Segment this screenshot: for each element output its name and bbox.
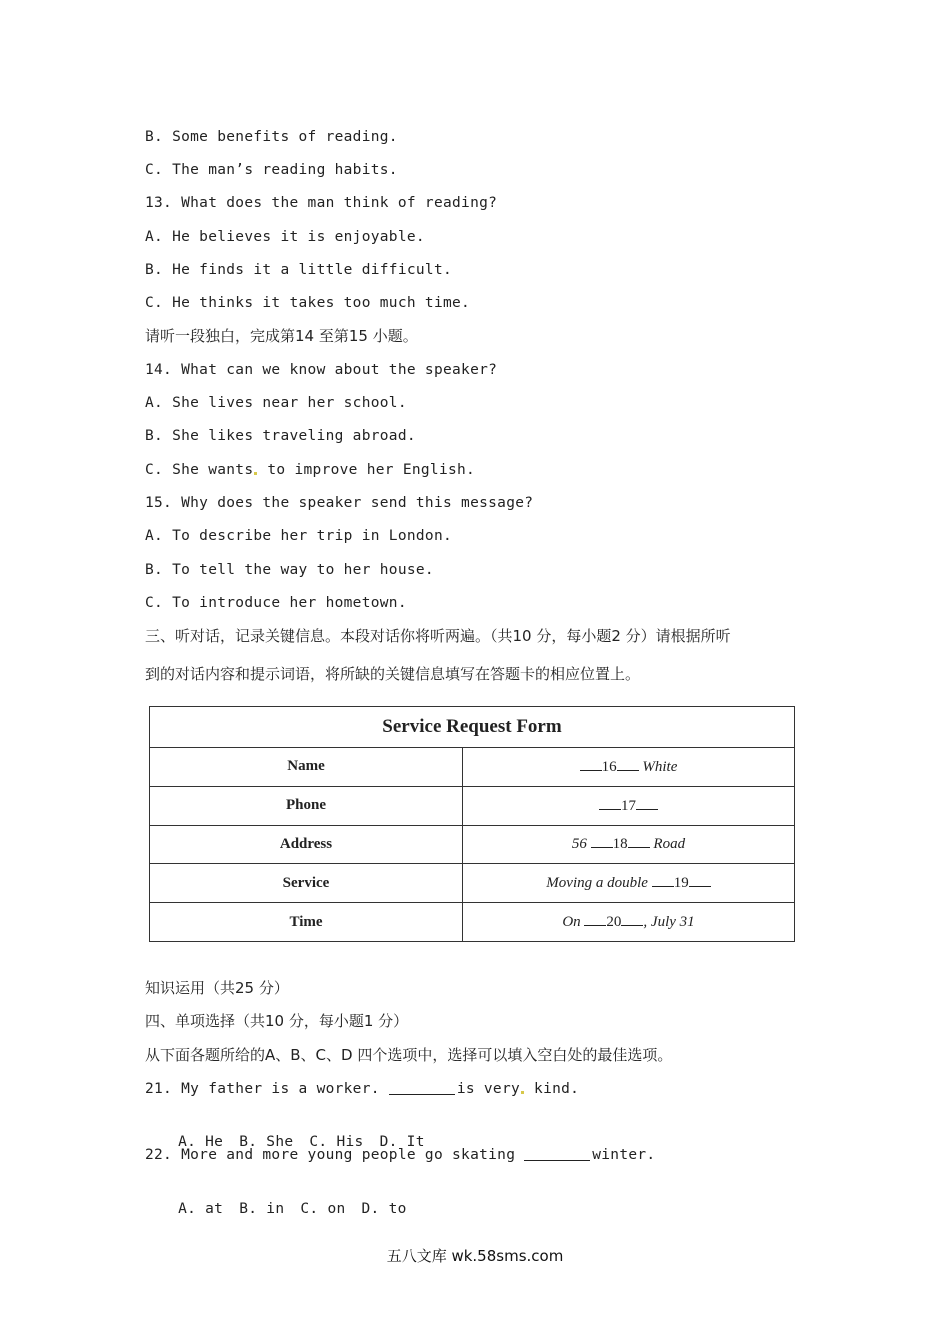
- option-14b: B. She likes traveling abroad.: [145, 428, 416, 444]
- form-value-name: [463, 748, 795, 787]
- section3-instruction-line2: 到的对话内容和提示词语，将所缺的关键信息填写在答题卡的相应位置上。: [145, 665, 641, 683]
- blank-16: 16: [601, 758, 617, 775]
- option-13a: A. He believes it is enjoyable.: [145, 229, 425, 245]
- form-value-time-pre: On: [562, 914, 581, 931]
- option-21c: C. His: [309, 1134, 364, 1150]
- form-label-service: Service: [150, 864, 463, 903]
- option-13b: B. He finds it a little difficult.: [145, 262, 453, 278]
- section4-heading: 四、单项选择（共10 分，每小题1 分）: [145, 1012, 409, 1030]
- service-request-form: [149, 706, 795, 942]
- question-15: 15. Why does the speaker send this message?: [145, 495, 534, 511]
- form-value-address: [463, 825, 795, 864]
- answer-blank-22: [524, 1146, 590, 1161]
- question-22-text-a: 22. More and more young people go skating: [145, 1147, 525, 1163]
- form-label-name: Name: [150, 748, 463, 787]
- form-label-phone: Phone: [150, 786, 463, 825]
- form-label-address: Address: [150, 825, 463, 864]
- blank-20: 20: [606, 914, 622, 931]
- option-14c-text-b: to improve her English.: [258, 462, 476, 478]
- option-21a: A. He: [178, 1134, 224, 1150]
- form-value-phone: [463, 786, 795, 825]
- section3-instruction-line1: 三、听对话，记录关键信息。本段对话你将听两遍。（共10 分，每小题2 分）请根据所听: [145, 627, 731, 645]
- form-title: Service Request Form: [150, 707, 795, 748]
- option-15c: C. To introduce her hometown.: [145, 595, 407, 611]
- option-22c: C. on: [300, 1201, 346, 1217]
- speck-mark: [521, 1091, 524, 1094]
- question-21-text-a: 21. My father is a worker.: [145, 1081, 389, 1097]
- form-value-service: [463, 864, 795, 903]
- form-value-service-pre: Moving a double: [546, 875, 648, 892]
- question-21-text-b: is very: [456, 1081, 521, 1097]
- blank-17: 17: [621, 797, 636, 814]
- page-footer: 五八文库 wk.58sms.com: [386, 1247, 564, 1265]
- option-22b: B. in: [239, 1201, 285, 1217]
- option-14c: [145, 460, 475, 480]
- option-21d: D. It: [379, 1134, 425, 1150]
- monologue-instruction: 请听一段独白，完成第14 至第15 小题。: [145, 327, 418, 345]
- question-22-text-b: winter.: [592, 1147, 656, 1163]
- option-22a: A. at: [178, 1201, 224, 1217]
- option-12c: C. The man’s reading habits.: [145, 162, 398, 178]
- blank-19: 19: [673, 875, 689, 892]
- option-14c-text-a: C. She wants: [145, 462, 254, 478]
- question-13: 13. What does the man think of reading?: [145, 195, 498, 211]
- form-value-name-post: White: [642, 758, 678, 775]
- knowledge-heading: 知识运用（共25 分）: [145, 979, 289, 997]
- question-21: [145, 1079, 579, 1099]
- question-22: [145, 1145, 655, 1165]
- form-value-address-pre: 56: [571, 836, 587, 853]
- option-15b: B. To tell the way to her house.: [145, 562, 434, 578]
- form-value-time: [463, 903, 795, 942]
- form-value-address-post: Road: [653, 836, 686, 853]
- form-label-time: Time: [150, 903, 463, 942]
- answer-blank-21: [389, 1080, 455, 1095]
- blank-18: 18: [612, 836, 628, 853]
- question-14: 14. What can we know about the speaker?: [145, 362, 498, 378]
- options-22: [160, 1179, 423, 1219]
- option-12b: B. Some benefits of reading.: [145, 129, 398, 145]
- question-21-text-c: kind.: [525, 1081, 580, 1097]
- speck-mark: [254, 472, 257, 475]
- section4-instruction: 从下面各题所给的A、B、C、D 四个选项中，选择可以填入空白处的最佳选项。: [145, 1046, 673, 1064]
- option-22d: D. to: [361, 1201, 407, 1217]
- form-value-time-post: , July 31: [643, 914, 695, 931]
- option-14a: A. She lives near her school.: [145, 395, 407, 411]
- option-13c: C. He thinks it takes too much time.: [145, 295, 471, 311]
- option-15a: A. To describe her trip in London.: [145, 528, 453, 544]
- option-21b: B. She: [239, 1134, 294, 1150]
